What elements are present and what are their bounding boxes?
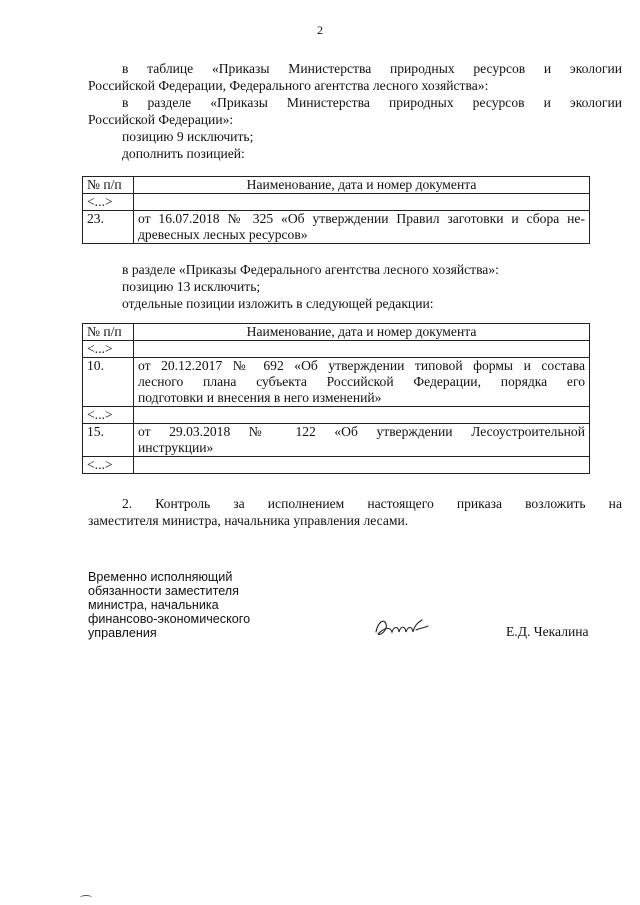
table-row bbox=[83, 194, 590, 211]
scan-mark bbox=[80, 895, 92, 900]
row-text bbox=[134, 424, 590, 457]
table-row bbox=[83, 358, 590, 407]
signatory-position-line: обязанности заместителя bbox=[88, 584, 239, 598]
row-num: 10. bbox=[83, 358, 134, 407]
middle-line-1: в разделе «Приказы Федерального агентства лесного хозяйства»: bbox=[122, 262, 499, 277]
page-number: 2 bbox=[317, 23, 323, 37]
row-text bbox=[134, 457, 590, 474]
table-row bbox=[83, 424, 590, 457]
header-name: Наименование, дата и номер документа bbox=[134, 177, 590, 194]
table-header-row bbox=[83, 177, 590, 194]
signatory-position bbox=[88, 570, 250, 640]
row-num: <...> bbox=[83, 407, 134, 424]
signatory-position-line: министра, начальника bbox=[88, 598, 219, 612]
row-num: <...> bbox=[83, 194, 134, 211]
intro-line-6: дополнить позицией: bbox=[122, 146, 245, 161]
table-row bbox=[83, 407, 590, 424]
middle-line-3: отдельные позиции изложить в следующей редакции: bbox=[122, 296, 434, 311]
row-num: 23. bbox=[83, 211, 134, 244]
row-text-line: от 29.03.2018 № 122 «Об утверждении Лесоустроительной bbox=[138, 424, 585, 439]
intro-line-1: в таблице «Приказы Министерства природных ресурсов и экологии bbox=[122, 61, 622, 76]
intro-line-2: Российской Федерации, Федерального агентства лесного хозяйства»: bbox=[88, 78, 489, 93]
handwritten-signature bbox=[372, 614, 432, 640]
table-row bbox=[83, 211, 590, 244]
row-text bbox=[134, 211, 590, 244]
row-text-line: подготовки и внесения в него изменений» bbox=[138, 390, 382, 405]
header-name: Наименование, дата и номер документа bbox=[134, 324, 590, 341]
control-line-1: 2. Контроль за исполнением настоящего приказа возложить на bbox=[122, 496, 622, 511]
positions-table-2 bbox=[82, 323, 590, 474]
row-text bbox=[134, 194, 590, 211]
intro-line-4: Российской Федерации»: bbox=[88, 112, 234, 127]
row-text-line: лесного плана субъекта Российской Федерации, порядка его bbox=[138, 374, 585, 389]
row-text bbox=[134, 407, 590, 424]
signatory-name: Е.Д. Чекалина bbox=[506, 624, 589, 639]
header-num: № п/п bbox=[83, 177, 134, 194]
row-text bbox=[134, 358, 590, 407]
middle-line-2: позицию 13 исключить; bbox=[122, 279, 261, 294]
row-num: <...> bbox=[83, 457, 134, 474]
row-num: 15. bbox=[83, 424, 134, 457]
row-text bbox=[134, 341, 590, 358]
row-text-line: от 20.12.2017 № 692 «Об утверждении типовой формы и состава bbox=[138, 358, 585, 373]
header-num: № п/п bbox=[83, 324, 134, 341]
signatory-position-line: финансово-экономического bbox=[88, 612, 251, 626]
row-text-line: древесных лесных ресурсов» bbox=[138, 227, 308, 242]
table-row bbox=[83, 457, 590, 474]
table-header-row bbox=[83, 324, 590, 341]
intro-line-3: в разделе «Приказы Министерства природных ресурсов и экологии bbox=[122, 95, 622, 110]
positions-table-1 bbox=[82, 176, 590, 244]
signatory-position-line: управления bbox=[88, 626, 157, 640]
intro-line-5: позицию 9 исключить; bbox=[122, 129, 254, 144]
table-row bbox=[83, 341, 590, 358]
row-text-line: инструкции» bbox=[138, 440, 214, 455]
control-line-2: заместителя министра, начальника управления лесами. bbox=[88, 513, 409, 528]
row-text-line: от 16.07.2018 № 325 «Об утверждении Правил заготовки и сбора не- bbox=[138, 211, 585, 226]
row-num: <...> bbox=[83, 341, 134, 358]
signatory-position-line: Временно исполняющий bbox=[88, 570, 233, 584]
